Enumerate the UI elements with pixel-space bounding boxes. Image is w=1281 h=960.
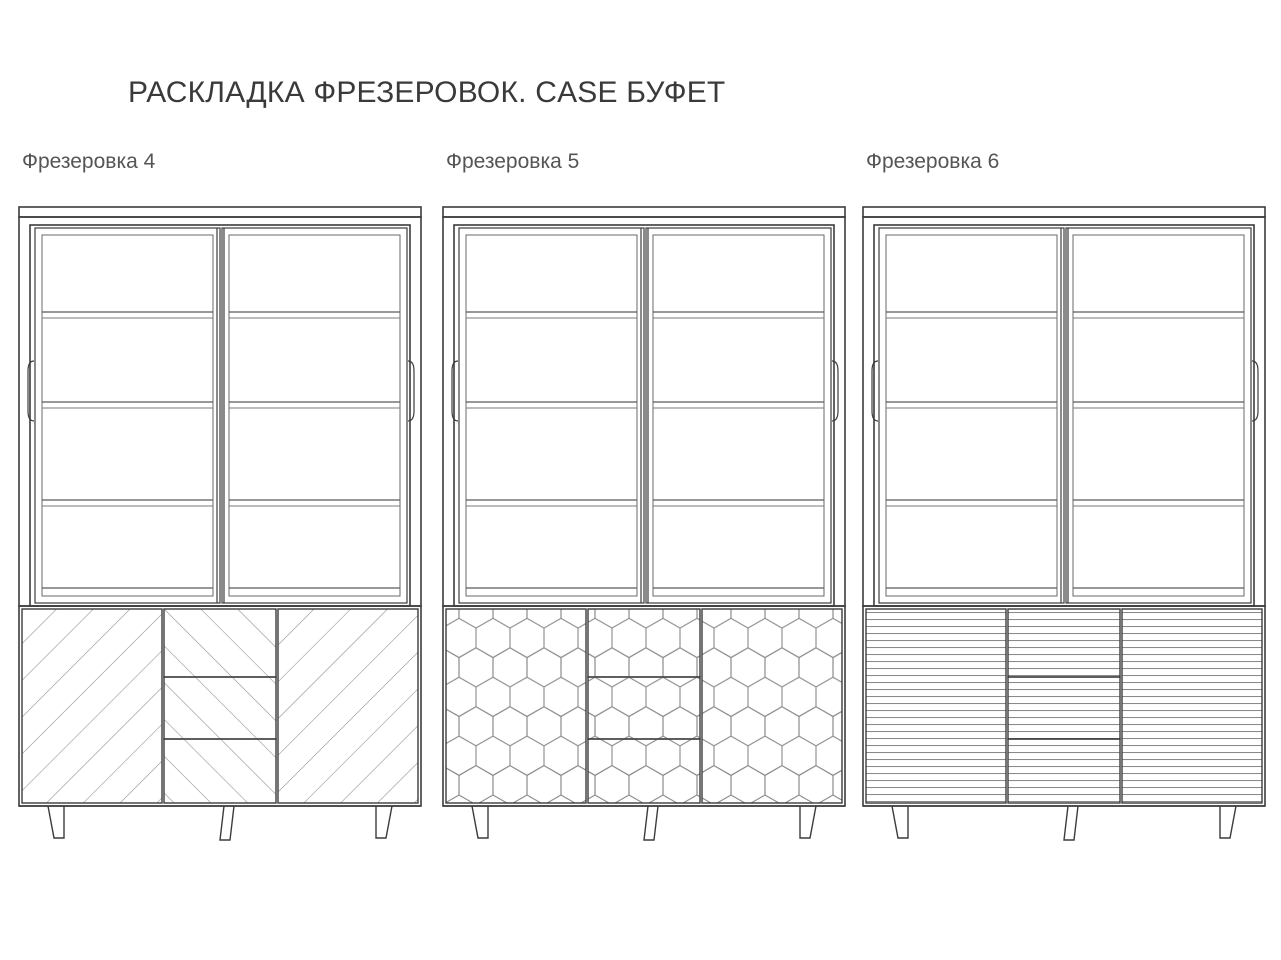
cabinet-drawing-2 (442, 206, 846, 846)
cabinet-drawing-3 (862, 206, 1266, 846)
panel-frezerovka-6 (862, 150, 1281, 860)
panel-title: Фрезеровка 4 (22, 150, 156, 173)
panel-frezerovka-5 (442, 150, 862, 860)
panel-frezerovka-4 (18, 150, 438, 860)
cabinet-drawing-1 (18, 206, 422, 846)
panel-title: Фрезеровка 6 (866, 150, 1000, 173)
page-title: РАСКЛАДКА ФРЕЗЕРОВОК. CASE БУФЕТ (128, 76, 726, 109)
panel-title: Фрезеровка 5 (446, 150, 580, 173)
